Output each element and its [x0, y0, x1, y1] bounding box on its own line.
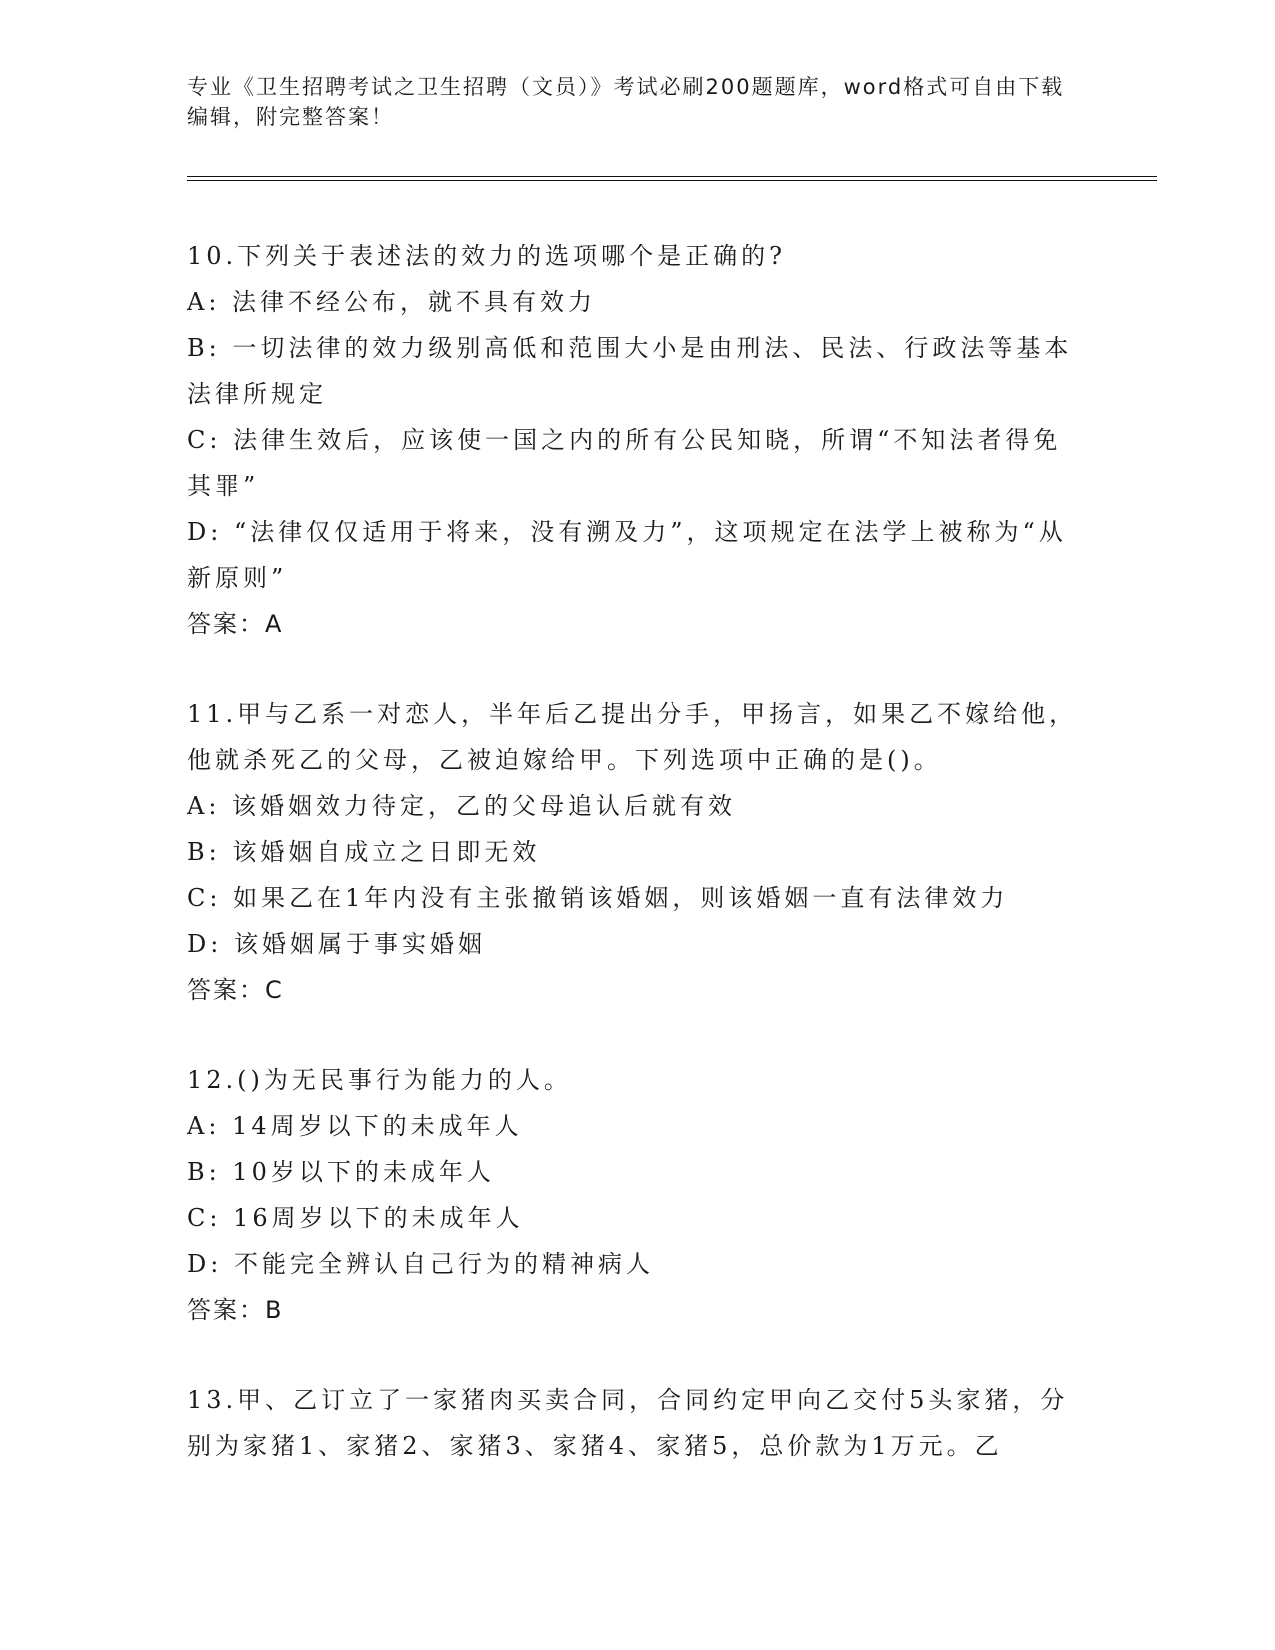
document-header: 专业《卫生招聘考试之卫生招聘（文员）》考试必刷200题题库，word格式可自由下载编辑，附完整答案！ — [187, 75, 1065, 129]
question-stem: 12.()为无民事行为能力的人。 — [187, 1066, 572, 1094]
question-list — [187, 233, 1087, 1513]
option-d: D: 该婚姻属于事实婚姻 — [187, 930, 486, 958]
option-a: A: 该婚姻效力待定，乙的父母追认后就有效 — [187, 792, 737, 820]
question-13 — [187, 1377, 1087, 1469]
option-d: D: 不能完全辨认自己行为的精神病人 — [187, 1250, 654, 1278]
option-c: C: 16周岁以下的未成年人 — [187, 1204, 524, 1232]
question-11 — [187, 691, 1087, 1013]
option-b: B: 10岁以下的未成年人 — [187, 1158, 495, 1186]
question-12 — [187, 1057, 1087, 1333]
option-b: B: 该婚姻自成立之日即无效 — [187, 838, 541, 866]
option-c: C: 如果乙在1年内没有主张撤销该婚姻，则该婚姻一直有法律效力 — [187, 884, 1009, 912]
option-a: A: 14周岁以下的未成年人 — [187, 1112, 523, 1140]
answer: 答案：A — [187, 610, 284, 638]
answer: 答案：B — [187, 1296, 284, 1324]
question-stem: 13.甲、乙订立了一家猪肉买卖合同，合同约定甲向乙交付5头家猪，分别为家猪1、家猪2、家猪3、家猪4、家猪5，总价款为1万元。乙 — [187, 1386, 1069, 1460]
header-double-rule — [187, 176, 1157, 181]
option-d: D: “法律仅仅适用于将来，没有溯及力”，这项规定在法学上被称为“从新原则” — [187, 518, 1067, 592]
question-10 — [187, 233, 1087, 647]
option-c: C: 法律生效后，应该使一国之内的所有公民知晓，所谓“不知法者得免其罪” — [187, 426, 1062, 500]
question-stem: 10.下列关于表述法的效力的选项哪个是正确的? — [187, 242, 787, 270]
option-b: B: 一切法律的效力级别高低和范围大小是由刑法、民法、行政法等基本法律所规定 — [187, 334, 1073, 408]
question-stem: 11.甲与乙系一对恋人，半年后乙提出分手，甲扬言，如果乙不嫁给他，他就杀死乙的父母，乙被迫嫁给甲。下列选项中正确的是()。 — [187, 700, 1078, 774]
answer: 答案：C — [187, 976, 284, 1004]
option-a: A: 法律不经公布，就不具有效力 — [187, 288, 597, 316]
